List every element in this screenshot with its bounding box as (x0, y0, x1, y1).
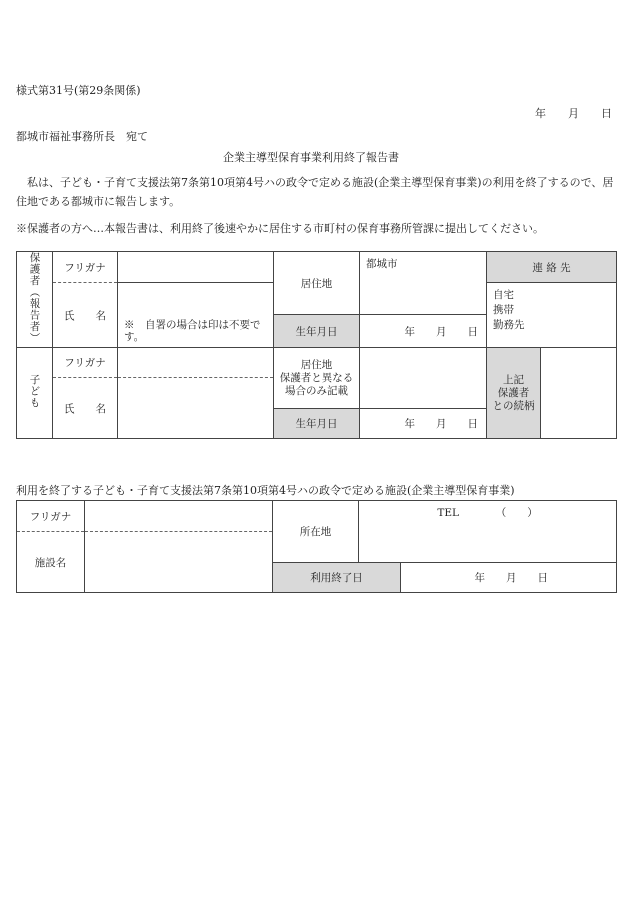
facility-furigana-label: フリガナ (17, 501, 85, 532)
child-birthdate-field[interactable]: 年 月 日 (360, 409, 487, 439)
guardian-birthdate-label: 生年月日 (274, 315, 360, 348)
guardian-furigana-field[interactable] (118, 252, 274, 283)
child-birthdate-label: 生年月日 (274, 409, 360, 439)
addressee: 都城市福祉事務所長 宛て (16, 130, 148, 143)
form-number: 様式第31号(第29条関係) (16, 84, 141, 97)
contact-mobile: 携帯 (493, 304, 514, 316)
relation-label: 上記 保護者 との続柄 (487, 348, 541, 439)
facility-location-field[interactable] (359, 501, 617, 563)
facility-name-field[interactable] (85, 532, 273, 593)
guardian-residence-label: 居住地 (274, 252, 360, 315)
guardian-residence-field[interactable]: 都城市 (360, 252, 487, 315)
guardian-header-cell: 保護者（報告者） (17, 252, 53, 348)
child-furigana-label: フリガナ (53, 348, 118, 378)
end-date-field[interactable]: 年 月 日 (401, 563, 617, 593)
guardian-name-label: 氏 名 (53, 283, 118, 348)
contact-work: 勤務先 (493, 319, 525, 331)
facility-name-label: 施設名 (17, 532, 85, 593)
end-date-label: 利用終了日 (273, 563, 401, 593)
child-residence-field[interactable] (360, 348, 487, 409)
contact-home: 自宅 (493, 289, 514, 301)
child-name-label: 氏 名 (53, 378, 118, 439)
child-furigana-field[interactable] (118, 348, 274, 378)
guardian-furigana-label: フリガナ (53, 252, 118, 283)
guardian-name-field[interactable] (118, 283, 274, 348)
guardian-note: ※保護者の方へ…本報告書は、利用終了後速やかに居住する市町村の保育事務所管課に提出してください。 (16, 222, 544, 235)
facility-furigana-field[interactable] (85, 501, 273, 532)
seal-note: ※ 自署の場合は印は不要です。 (124, 319, 261, 343)
child-header-cell: 子ども (17, 348, 53, 439)
submission-date[interactable]: 年 月 日 (535, 107, 612, 120)
guardian-child-table (16, 251, 617, 439)
statement-text: 私は、子ども・子育て支援法第7条第10項第4号ハの政令で定める施設(企業主導型保育事業)の利用を終了するので、居住地である都城市に報告します。 (16, 176, 614, 208)
facility-heading: 利用を終了する子ども・子育て支援法第7条第10項第4号ハの政令で定める施設(企業主導型保育事業) (16, 484, 515, 497)
guardian-birthdate-field[interactable]: 年 月 日 (360, 315, 487, 348)
contact-header: 連 絡 先 (487, 252, 617, 283)
facility-table (16, 500, 617, 593)
child-residence-label: 居住地 保護者と異なる 場合のみ記載 (274, 348, 360, 409)
relation-field[interactable] (541, 348, 617, 439)
child-name-field[interactable] (118, 378, 274, 439)
facility-location-label: 所在地 (273, 501, 359, 563)
contact-field[interactable] (487, 283, 617, 348)
form-title: 企業主導型保育事業利用終了報告書 (223, 151, 399, 164)
facility-tel: TEL （ ） (437, 507, 538, 519)
